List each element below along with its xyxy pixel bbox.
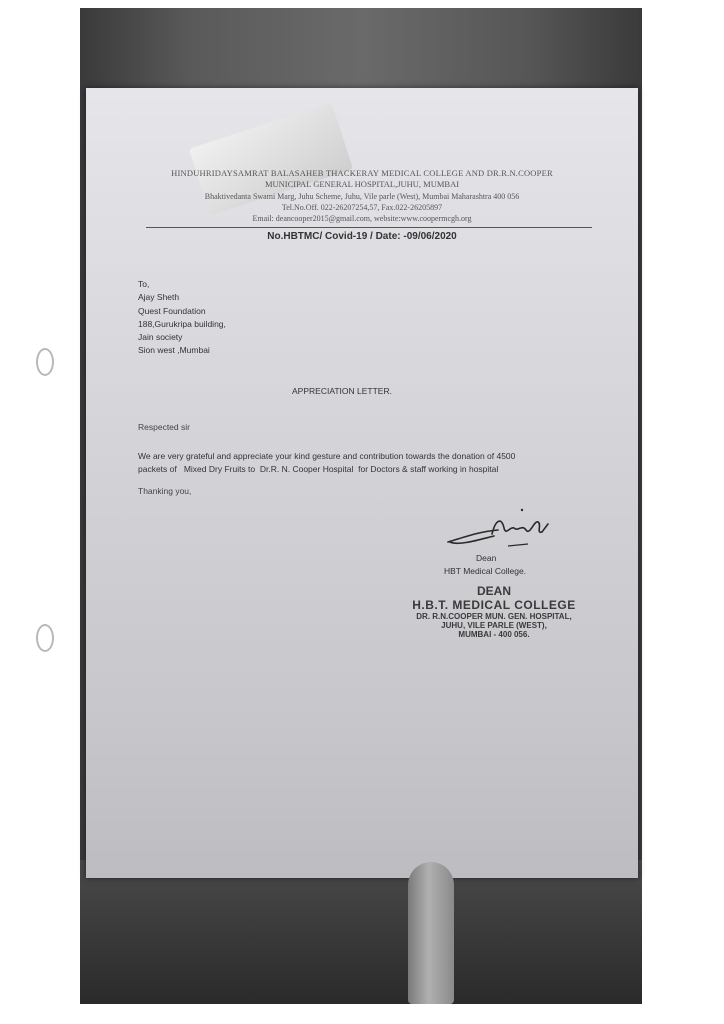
letterhead-address: Bhaktivedanta Swami Marg, Juhu Scheme, Juhu, Vile parle (West), Mumbai Maharashtra 400 056 <box>204 192 520 201</box>
address-line-2: Jain society <box>138 332 183 343</box>
letterhead-phone: Tel.No.Off. 022-26207254,57, Fax.022-26205897 <box>281 203 443 212</box>
recipient-org: Quest Foundation <box>138 305 206 316</box>
recipient-name: Ajay Sheth <box>138 292 180 303</box>
stamp-location: JUHU, VILE PARLE (WEST), <box>441 621 547 630</box>
letter-subject: APPRECIATION LETTER. <box>292 386 392 396</box>
letterhead-hospital: MUNICIPAL GENERAL HOSPITAL,JUHU, MUMBAI <box>264 179 460 189</box>
stamp-city: MUMBAI - 400 056. <box>458 630 530 639</box>
official-stamp <box>404 584 584 639</box>
letterhead-title: HINDUHRIDAYSAMRAT BALASAHEB THACKERAY MEDICAL COLLEGE AND DR.R.N.COOPER <box>171 168 553 178</box>
recipient-address <box>138 278 226 358</box>
letter-page <box>86 88 638 878</box>
letterhead-divider <box>146 227 592 228</box>
address-to: To, <box>138 279 150 289</box>
letterhead-email: Email: deancooper2015@gmail.com, website:www.coopermcgh.org <box>252 214 472 223</box>
stamp-college: H.B.T. MEDICAL COLLEGE <box>412 598 576 612</box>
stamp-hospital: DR. R.N.COOPER MUN. GEN. HOSPITAL, <box>416 612 572 621</box>
binder-hole-bottom <box>36 624 54 652</box>
scanner-shadow <box>80 860 642 1004</box>
body-line-1: We are very grateful and appreciate your kind gesture and contribution towards the donation of 4500 <box>138 451 516 461</box>
reference-number: No.HBTMC/ Covid-19 / Date: -09/06/2020 <box>267 231 457 242</box>
address-line-1: 188,Gurukripa building, <box>138 318 226 329</box>
address-line-3: Sion west ,Mumbai <box>138 345 210 356</box>
stamp-title: DEAN <box>476 584 511 598</box>
signatory-college: HBT Medical College. <box>444 566 527 576</box>
holding-finger <box>408 862 454 1004</box>
closing: Thanking you, <box>138 486 192 496</box>
salutation: Respected sir <box>138 422 190 432</box>
handwritten-signature <box>438 506 558 559</box>
signatory-title: Dean <box>476 553 497 563</box>
letter-body <box>138 450 578 475</box>
body-line-2: packets of Mixed Dry Fruits to Dr.R. N. Cooper Hospital for Doctors & staff working in hospital <box>138 463 499 474</box>
binder-hole-top <box>36 348 54 376</box>
